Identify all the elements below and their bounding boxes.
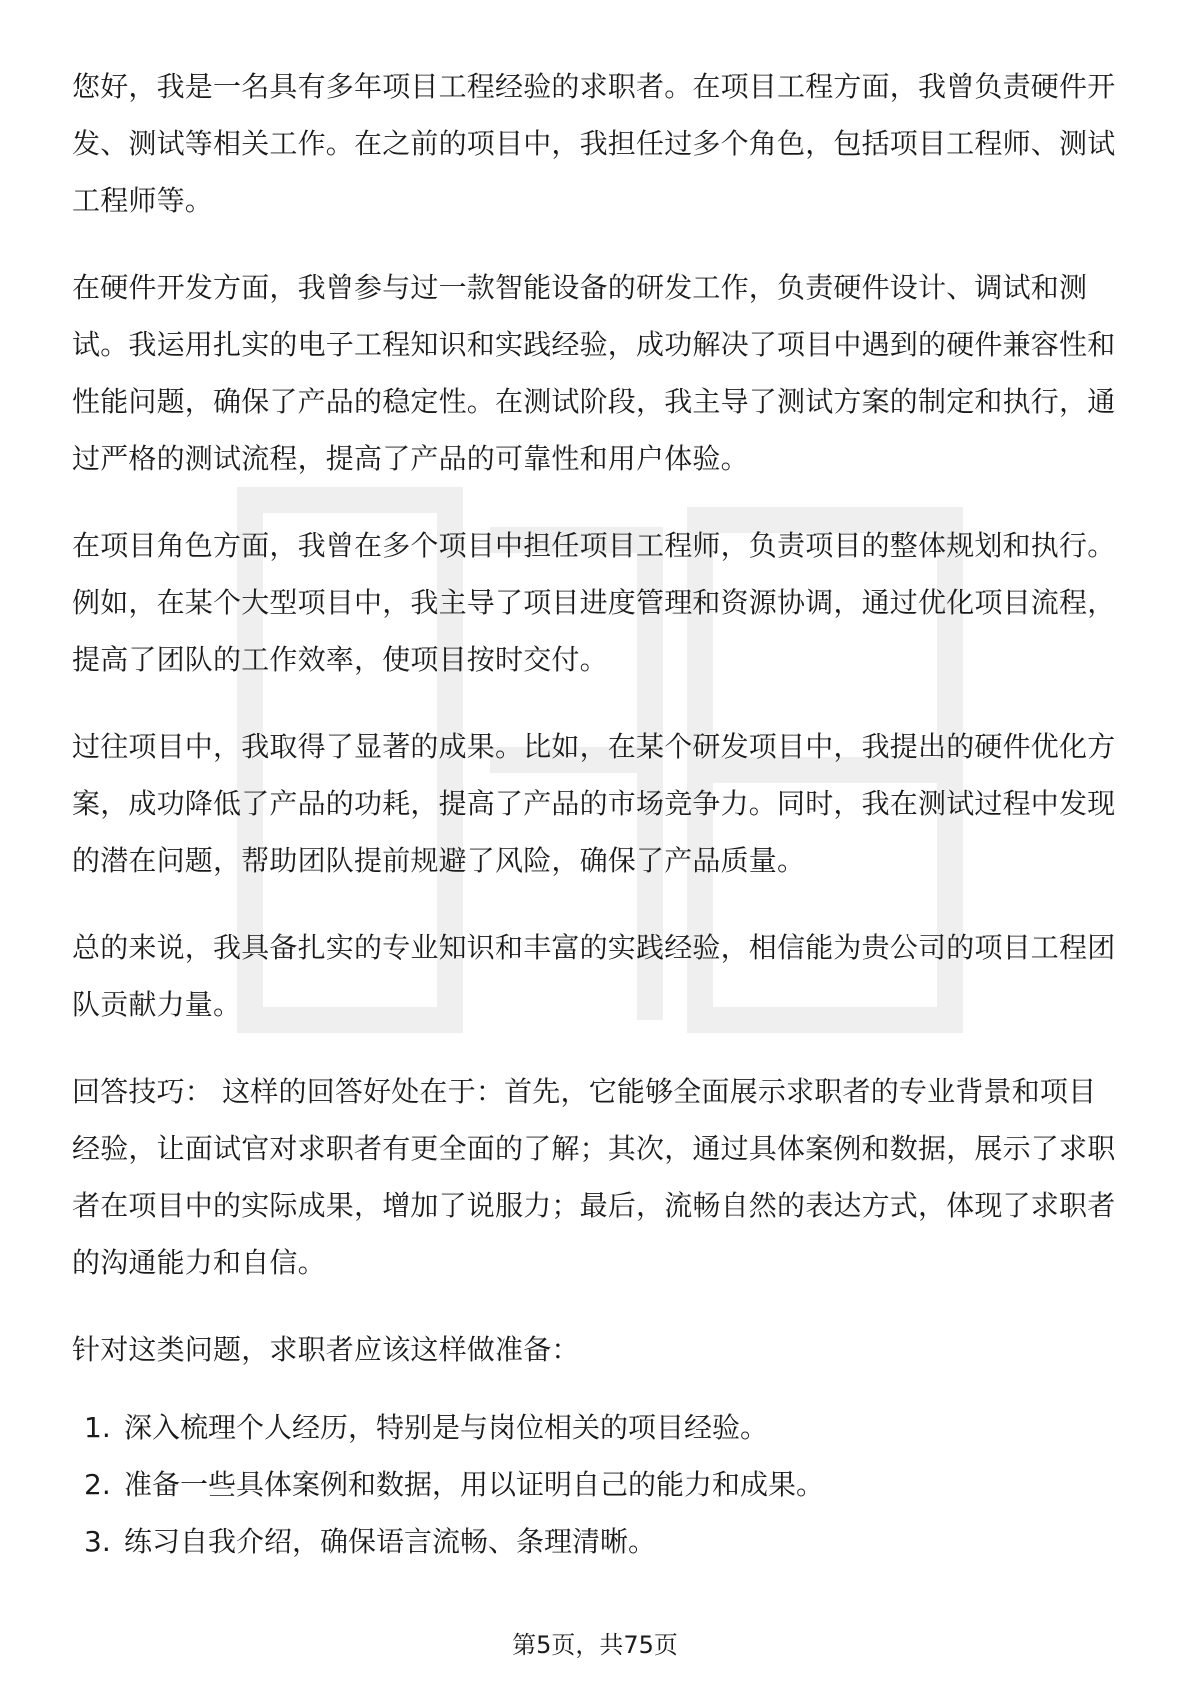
list-item-text: 深入梳理个人经历，特别是与岗位相关的项目经验。 xyxy=(124,1411,769,1444)
list-item xyxy=(72,1465,1122,1505)
list-item-number: 1. xyxy=(84,1411,111,1444)
preparation-list xyxy=(72,1408,1122,1562)
page-footer: 第5页，共75页 xyxy=(512,1631,678,1659)
paragraph-intro: 您好，我是一名具有多年项目工程经验的求职者。在项目工程方面，我曾负责硬件开发、测试等相关工作。在之前的项目中，我担任过多个角色，包括项目工程师、测试工程师等。 xyxy=(72,70,1116,217)
list-item-text: 准备一些具体案例和数据，用以证明自己的能力和成果。 xyxy=(124,1468,825,1501)
paragraph-achievements: 过往项目中，我取得了显著的成果。比如，在某个研发项目中，我提出的硬件优化方案，成功降低了产品的功耗，提高了产品的市场竞争力。同时，我在测试过程中发现的潜在问题，帮助团队提前规避了风险，确保了产品质量。 xyxy=(72,730,1116,877)
list-item-number: 2. xyxy=(84,1468,111,1501)
list-item-number: 3. xyxy=(84,1525,111,1558)
paragraph-answer-tips: 回答技巧： 这样的回答好处在于：首先，它能够全面展示求职者的专业背景和项目经验，让面试官对求职者有更全面的了解；其次，通过具体案例和数据，展示了求职者在项目中的实际成果，增加了说服力；最后，流畅自然的表达方式，体现了求职者的沟通能力和自信。 xyxy=(72,1075,1116,1279)
list-item xyxy=(72,1522,1122,1562)
main-content xyxy=(72,58,1122,1579)
paragraph-summary: 总的来说，我具备扎实的专业知识和丰富的实践经验，相信能为贵公司的项目工程团队贡献力量。 xyxy=(72,931,1116,1021)
list-item-text: 练习自我介绍，确保语言流畅、条理清晰。 xyxy=(124,1525,657,1558)
paragraph-preparation-intro: 针对这类问题，求职者应该这样做准备： xyxy=(72,1333,580,1366)
paragraph-hardware: 在硬件开发方面，我曾参与过一款智能设备的研发工作，负责硬件设计、调试和测试。我运用扎实的电子工程知识和实践经验，成功解决了项目中遇到的硬件兼容性和性能问题，确保了产品的稳定性。在测试阶段，我主导了测试方案的制定和执行，通过严格的测试流程，提高了产品的可靠性和用户体验。 xyxy=(72,271,1116,475)
paragraph-roles: 在项目角色方面，我曾在多个项目中担任项目工程师，负责项目的整体规划和执行。例如，在某个大型项目中，我主导了项目进度管理和资源协调，通过优化项目流程，提高了团队的工作效率，使项目按时交付。 xyxy=(72,529,1116,676)
list-item xyxy=(72,1408,1122,1448)
